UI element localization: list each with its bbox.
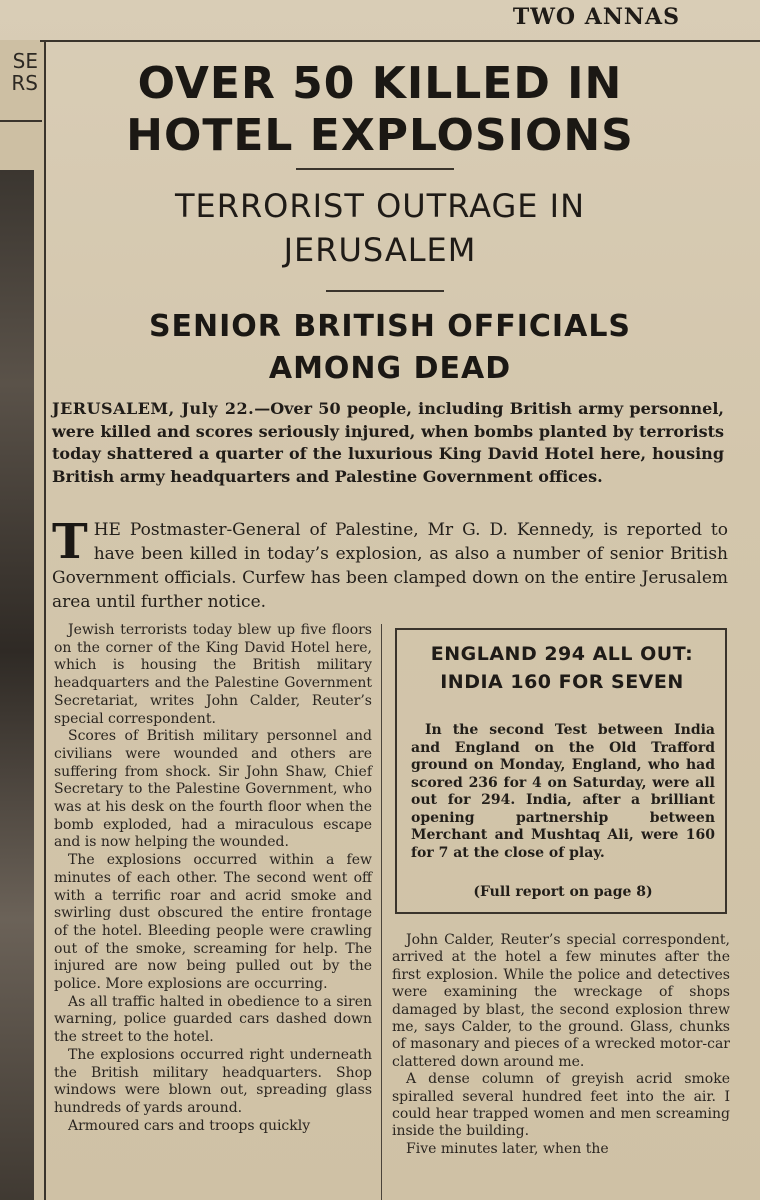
adjacent-column-tab: SE RS [0,50,42,122]
adjacent-column-strip [0,40,46,1200]
left-column [54,622,372,1135]
lead-paragraph [52,398,724,488]
article-paragraph: Jewish terrorists today blew up five floors on the corner of the King David Hotel here, which is housing the British military headquarters and the Palestine Government Secretariat, writes John Calder, Reuter’s special correspondent. [54,622,372,727]
first-paragraph-text: HE Postmaster-General of Palestine, Mr G. D. Kennedy, is reported to have been killed in today’s explosion, as also a number of senior British Government officials. Curfew has been clamped down on the entire Jerusalem area until further notice. [52,520,728,612]
article-paragraph: Armoured cars and troops quickly [68,1117,311,1134]
article-paragraph: As all traffic halted in obedience to a siren warning, police guarded cars dashed down the street to the hotel. [54,993,372,1046]
sports-box-note: (Full report on page 8) [473,884,653,900]
article-paragraph: Five minutes later, when the [406,1140,609,1157]
sports-box-title: ENGLAND 294 ALL OUT: INDIA 160 FOR SEVEN [430,643,694,693]
sports-box-body [411,722,715,862]
article-paragraph: Scores of British military personnel and civilians were wounded and others are suffering from shock. Sir John Shaw, Chief Secretary to the Palestine Government, who was at his desk on the fourth floor when the bomb exploded, had a miraculous escape and is now helping the wounded. [54,728,372,851]
subheadline-rule [326,290,444,292]
subheadline: TERRORIST OUTRAGE IN JERUSALEM [174,187,586,269]
drop-cap: T [52,514,88,570]
masthead-bar [40,0,760,42]
sports-box-text: In the second Test between India and England on the Old Trafford ground on Monday, England, who had scored 236 for 4 on Saturday, were all out for 294. India, after a brilliant opening partnership between Merchant and Mushtaq Ali, were 160 for 7 at the close of play. [411,722,715,861]
article-paragraph: John Calder, Reuter’s special correspondent, arrived at the hotel a few minutes after the first explosion. While the police and detectives were examining the wreckage of shops damaged by blast, the second explosion threw me, says Calder, to the ground. Glass, chunks of masonary and pieces of a wrecked motor-car clattered down around me. [392,932,730,1070]
main-headline: OVER 50 KILLED IN HOTEL EXPLOSIONS [126,58,634,161]
first-paragraph [52,514,728,614]
adjacent-photo [0,170,34,1200]
column-divider [381,624,382,1200]
sports-news-box [395,628,727,914]
article-paragraph: The explosions occurred right underneath the British military headquarters. Shop windows were blown out, spreading glass hundreds of yards around. [54,1046,372,1116]
headline-rule [296,168,454,170]
article-paragraph: A dense column of greyish acrid smoke spiralled several hundred feet into the air. I could hear trapped women and men screaming inside the building. [392,1071,730,1140]
dateline: JERUSALEM, July 22. [52,399,255,418]
right-column [392,932,730,1158]
price-label: TWO ANNAS [512,4,680,30]
deck-headline: SENIOR BRITISH OFFICIALS AMONG DEAD [148,309,632,386]
article-paragraph: The explosions occurred within a few minutes of each other. The second went off with a terrific roar and acrid smoke and swirling dust obscured the entire frontage of the hotel. Bleeding people were crawling out of the smoke, screaming for help. The injured are now being pulled out by the police. More explosions are occurring. [54,852,372,993]
lead-text: —Over 50 people, including British army personnel, were killed and scores seriously injured, when bombs planted by terrorists today shattered a quarter of the luxurious King David Hotel here, housing British army headquarters and Palestine Government offices. [52,399,724,486]
